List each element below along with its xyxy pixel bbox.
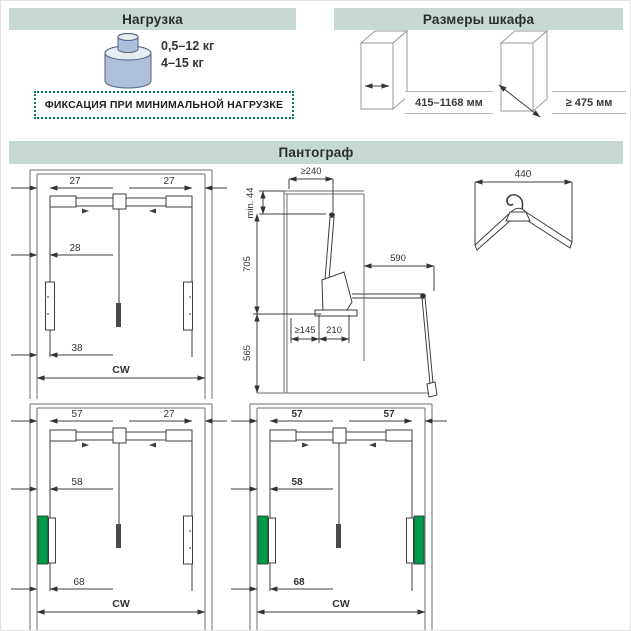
front-view-bottom-middle-drawing: [229, 401, 449, 631]
cabinet-depth-label: [552, 91, 626, 114]
dim-top-right: 57: [383, 409, 395, 420]
dim-cabinet-width: CW: [112, 364, 130, 376]
load-ranges: [161, 38, 214, 72]
dim-low-left: 38: [71, 343, 83, 354]
side-view-drawing: [226, 163, 461, 413]
pantograph-header-label: Пантограф: [278, 145, 354, 160]
cabinet-dims-header: [334, 8, 623, 30]
dim-hanger-width: 440: [514, 169, 532, 180]
dim-lower-height: 565: [242, 345, 253, 361]
cabinet-depth-value: ≥ 475 мм: [565, 96, 613, 109]
dim-mid-left: 58: [71, 477, 83, 488]
dim-top-right: 27: [163, 409, 175, 420]
fixation-note-text: ФИКСАЦИЯ ПРИ МИНИМАЛЬНОЙ НАГРУЗКЕ: [44, 99, 284, 111]
hanger-drawing: [461, 166, 631, 291]
cabinet-width-label: [405, 91, 493, 114]
dim-mid-left: 58: [291, 477, 303, 488]
pantograph-header: [9, 141, 623, 164]
weight-icon: [97, 29, 161, 93]
dim-min-top: min. 44: [245, 187, 256, 219]
dim-top-left: 27: [69, 176, 81, 187]
load-header-label: Нагрузка: [122, 11, 183, 27]
dim-cabinet-width: CW: [332, 598, 350, 610]
front-view-bottom-left-drawing: [9, 401, 229, 631]
dim-front-depth: 210: [326, 325, 342, 336]
dim-top-right: 27: [163, 176, 175, 187]
dim-cabinet-width: CW: [112, 598, 130, 610]
fixation-note: [34, 91, 294, 119]
dim-reach: 590: [390, 253, 406, 264]
dim-low-left: 68: [293, 577, 305, 588]
dim-low-left: 68: [73, 577, 85, 588]
cabinet-width-value: 415–1168 мм: [415, 96, 483, 109]
dim-mid-left: 28: [69, 243, 81, 254]
dim-back-depth: ≥145: [294, 325, 316, 336]
load-range-2: 4–15 кг: [161, 56, 204, 70]
dim-upper-height: 705: [242, 256, 253, 272]
cabinet-header-label: Размеры шкафа: [422, 11, 535, 27]
front-view-top-drawing: [9, 167, 229, 399]
load-section-header: [9, 8, 296, 30]
load-range-1: 0,5–12 кг: [161, 39, 215, 53]
dim-top-left: 57: [291, 409, 303, 420]
dim-top-left: 57: [71, 409, 83, 420]
dim-top-width: ≥240: [300, 166, 322, 177]
